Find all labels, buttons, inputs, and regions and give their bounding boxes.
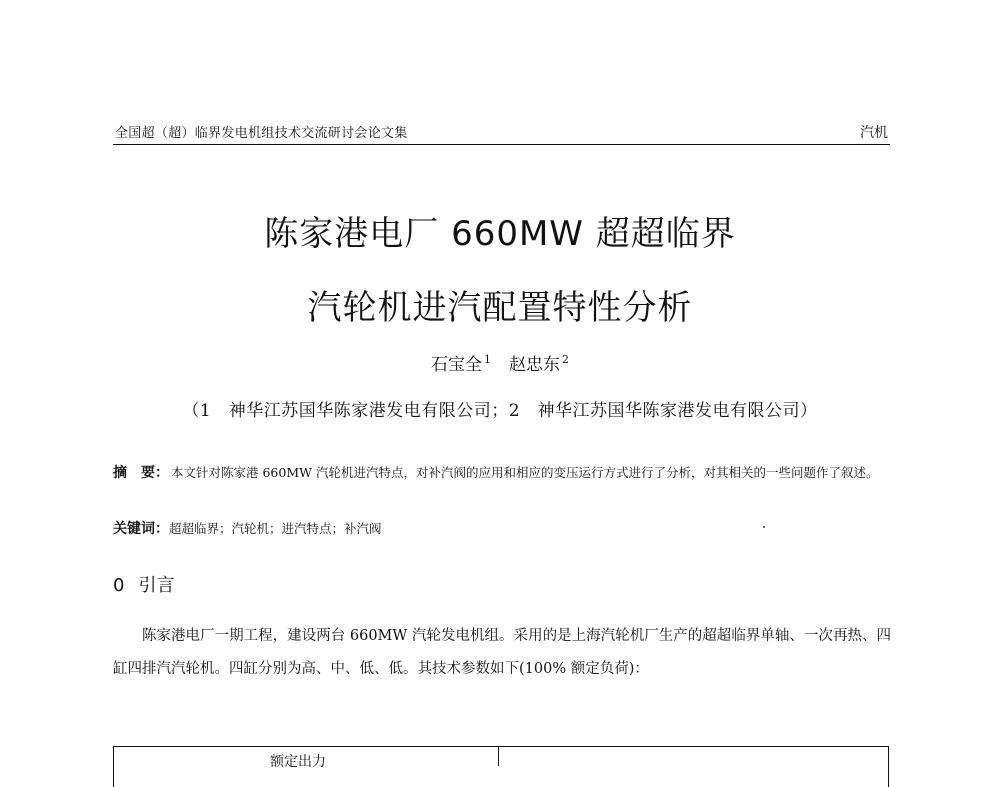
section-heading [113,571,174,597]
keywords-text: 超超临界；汽轮机；进汽特点；补汽阀 [169,521,382,536]
author-superscript: 1 [484,353,491,366]
table-column-divider [498,746,499,766]
keywords [113,518,813,538]
running-header-right: 汽机 [860,125,888,141]
stray-mark [763,526,765,528]
paper-title-line-2: 汽轮机进汽配置特性分析 [307,288,693,328]
table-cell: 额定出力 [270,754,326,770]
keywords-label: 关键词： [113,521,169,537]
author-list [0,350,1000,375]
abstract [113,460,891,486]
author-name: 石宝全 [431,355,482,375]
author-name: 赵忠东 [509,355,560,375]
abstract-label: 摘 要： [113,465,169,481]
running-header-left: 全国超（超）临界发电机组技术交流研讨会论文集 [115,126,408,141]
paper-title-line-1: 陈家港电厂 660MW 超超临界 [264,214,736,254]
affiliation: （1 神华江苏国华陈家港发电有限公司；2 神华江苏国华陈家港发电有限公司） [182,401,818,421]
body-paragraph: 陈家港电厂一期工程，建设两台 660MW 汽轮发电机组。采用的是上海汽轮机厂生产的超超临界单轴、一次再热、四缸四排汽汽轮机。四缸分别为高、中、低、低。其技术参数如下(100% 额定负荷)： [113,628,891,677]
header-rule [113,144,890,145]
author-superscript: 2 [562,353,569,366]
section-title: 引言 [138,575,175,596]
parameter-table [113,746,889,787]
abstract-text: 本文针对陈家港 660MW 汽轮机进汽特点，对补汽阀的应用和相应的变压运行方式进行了分析，对其相关的一些问题作了叙述。 [171,465,879,480]
section-number: 0 [113,575,125,596]
